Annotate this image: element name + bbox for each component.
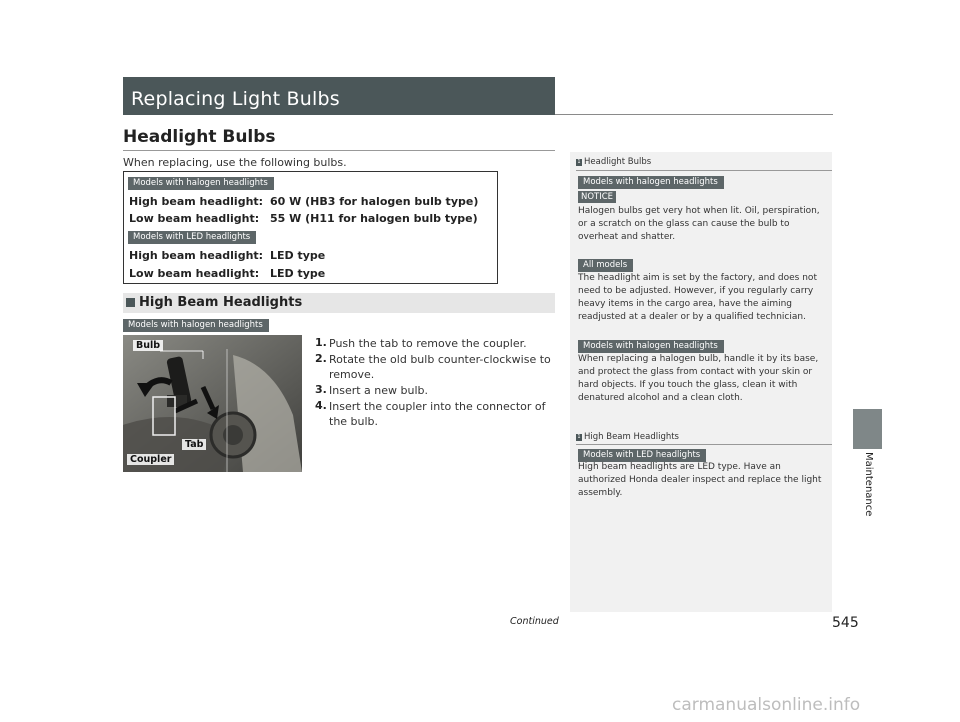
headlight-bulb-illustration	[123, 335, 302, 472]
square-bullet-icon	[126, 298, 135, 307]
led-models-tag: Models with LED headlights	[578, 449, 706, 462]
coupler-callout: Coupler	[127, 454, 174, 465]
note-heading-text: Headlight Bulbs	[584, 157, 652, 167]
note-marker-icon: 1	[577, 434, 581, 440]
note-divider	[576, 444, 832, 445]
bulb-spec-box	[123, 171, 498, 284]
halogen-models-tag: Models with halogen headlights	[578, 340, 724, 353]
high-beam-title: High Beam Headlights	[139, 295, 303, 310]
side-tab-text: Maintenance	[863, 452, 874, 517]
step-number: 2.	[315, 352, 327, 365]
step-number: 1.	[315, 336, 327, 349]
note-text: The headlight aim is set by the factory, and does not need to be adjusted. However, if you regularly carry heavy items in the cargo area, have the aiming readjusted at a dealer or by a qualified technician.	[578, 273, 817, 322]
halogen-models-tag: Models with halogen headlights	[123, 319, 269, 332]
note-marker-icon: 1	[577, 159, 581, 165]
halogen-models-tag: Models with halogen headlights	[578, 176, 724, 189]
note-divider	[576, 170, 832, 171]
section-intro: When replacing, use the following bulbs.	[123, 156, 347, 169]
spec-label: Low beam headlight:	[129, 267, 260, 280]
watermark: carmanualsonline.info	[672, 695, 861, 715]
spec-label: High beam headlight:	[129, 249, 264, 262]
step-text: Push the tab to remove the coupler.	[329, 337, 527, 350]
note-heading	[576, 157, 651, 167]
halogen-models-tag: Models with halogen headlights	[128, 177, 274, 190]
tab-callout: Tab	[182, 439, 206, 450]
step-number: 3.	[315, 383, 327, 396]
page-title: Replacing Light Bulbs	[131, 88, 340, 110]
side-tab-label	[852, 450, 883, 530]
title-divider	[555, 114, 833, 115]
step-number: 4.	[315, 399, 327, 412]
notes-panel	[570, 152, 832, 612]
note-text: When replacing a halogen bulb, handle it by its base, and protect the glass from contact with your skin or hard objects. If you touch the glass, clean it with denatured alcohol and a clean cloth.	[578, 354, 819, 403]
notice-badge: NOTICE	[578, 191, 616, 203]
continued-label: Continued	[510, 616, 559, 627]
note-text: High beam headlights are LED type. Have an authorized Honda dealer inspect and replace the light assembly.	[578, 462, 822, 498]
step-text: Rotate the old bulb counter-clockwise to remove.	[329, 353, 551, 381]
spec-value: 60 W (HB3 for halogen bulb type)	[270, 195, 479, 208]
note-text: Halogen bulbs get very hot when lit. Oil, perspiration, or a scratch on the glass can cause the bulb to overheat and shatter.	[578, 206, 820, 242]
spec-label: High beam headlight:	[129, 195, 264, 208]
spec-value: 55 W (H11 for halogen bulb type)	[270, 212, 478, 225]
bulb-callout: Bulb	[133, 340, 163, 351]
section-side-tab	[853, 409, 882, 449]
step-text: Insert a new bulb.	[329, 384, 429, 397]
step-text: Insert the coupler into the connector of the bulb.	[329, 400, 546, 428]
section-title: Headlight Bulbs	[123, 127, 276, 147]
led-models-tag: Models with LED headlights	[128, 231, 256, 244]
note-heading-text: High Beam Headlights	[584, 432, 679, 442]
page-number: 545	[832, 615, 859, 631]
all-models-tag: All models	[578, 259, 633, 272]
spec-label: Low beam headlight:	[129, 212, 260, 225]
spec-value: LED type	[270, 249, 326, 262]
section-divider	[123, 150, 555, 151]
note-heading	[576, 432, 679, 442]
spec-value: LED type	[270, 267, 326, 280]
headlight-bulb-photo	[123, 335, 302, 472]
